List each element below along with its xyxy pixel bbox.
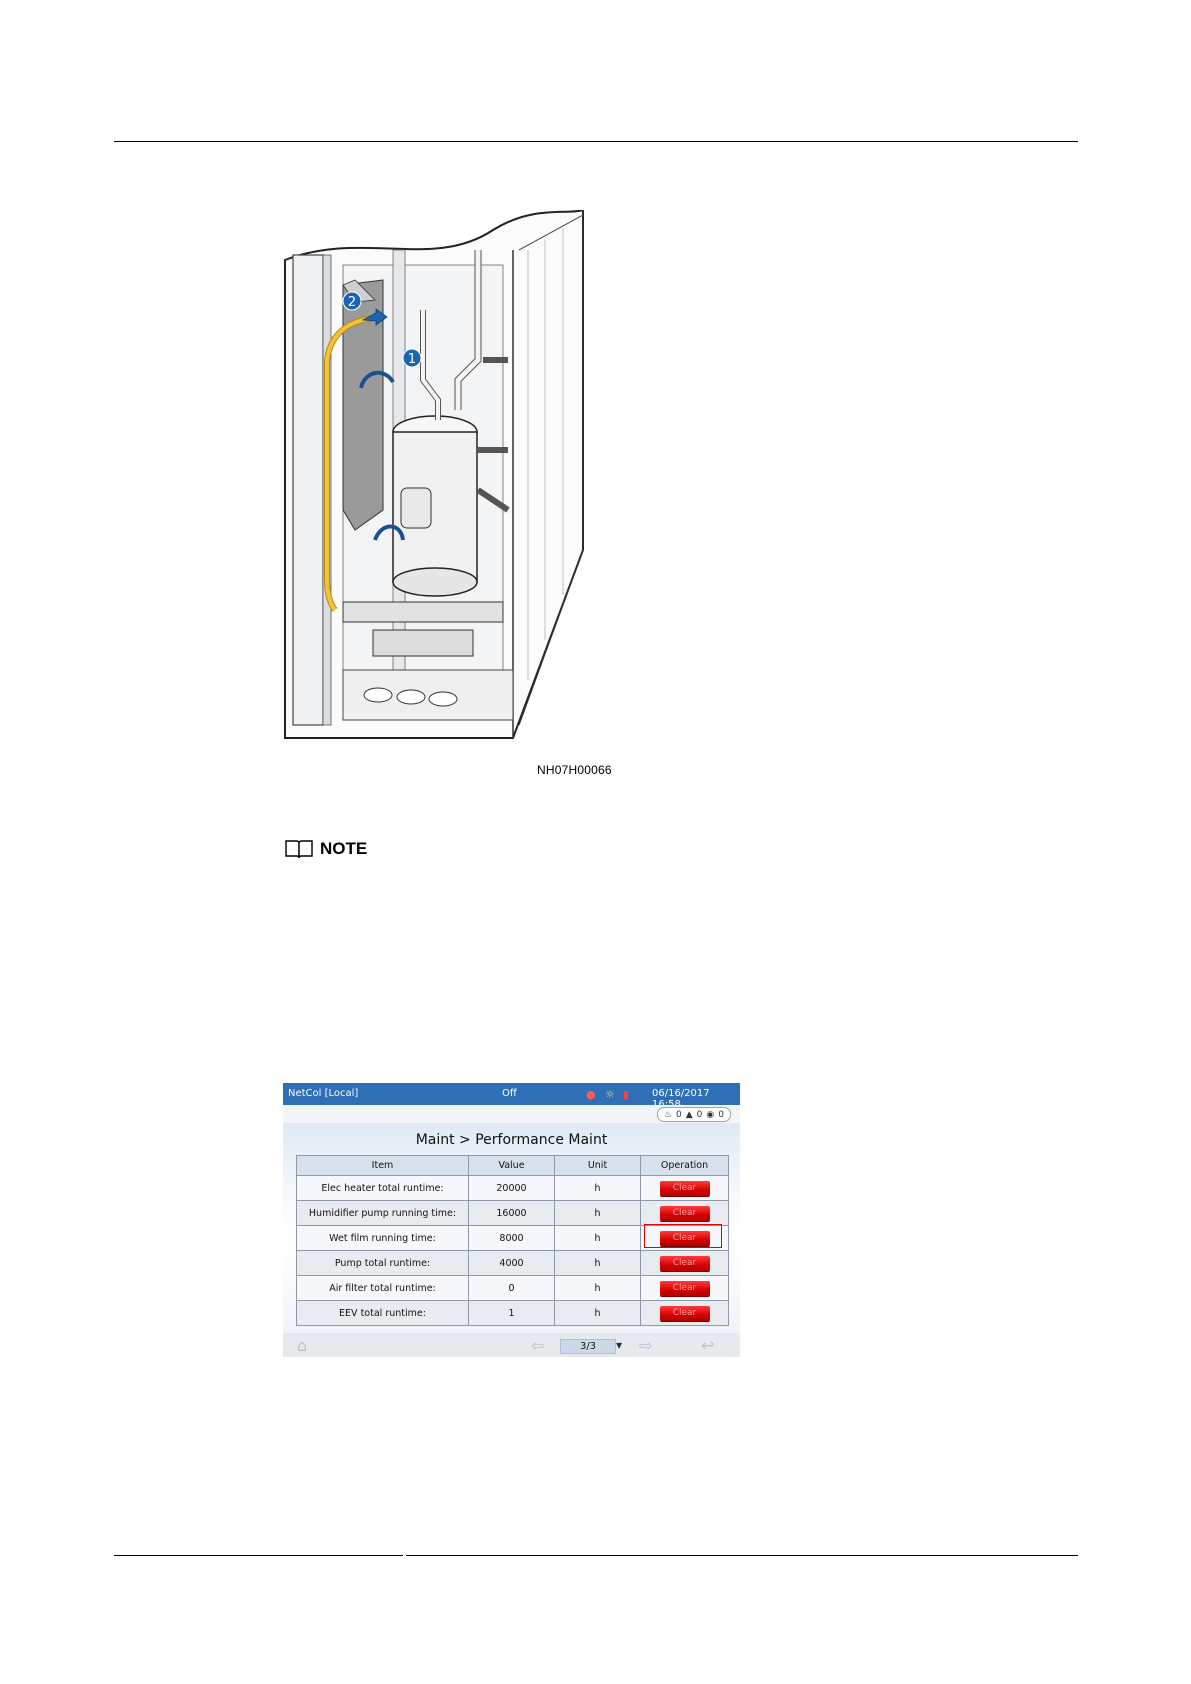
hmi-app-title: NetCol [Local] [288, 1088, 359, 1099]
clear-button[interactable]: Clear [660, 1206, 710, 1221]
page-indicator[interactable]: 3/3 [560, 1339, 616, 1354]
row-value: 1 [469, 1301, 555, 1326]
back-icon[interactable]: ↩ [701, 1336, 715, 1355]
table-row [297, 1176, 729, 1201]
row-unit: h [555, 1176, 641, 1201]
user-icon[interactable]: ● [586, 1088, 596, 1101]
alarm-summary[interactable] [657, 1107, 731, 1122]
clear-button[interactable]: Clear [660, 1181, 710, 1196]
alarm-count-critical: 0 [676, 1109, 682, 1120]
column-header-value: Value [469, 1156, 555, 1176]
alarm-bar [283, 1105, 740, 1123]
minor-alarm-icon: ◉ [706, 1109, 715, 1120]
hmi-datetime: 06/16/2017 [652, 1088, 710, 1099]
column-header-item: Item [297, 1156, 469, 1176]
hmi-screenshot [283, 1083, 740, 1357]
clear-button[interactable]: Clear [660, 1306, 710, 1321]
note-label: NOTE [320, 839, 368, 858]
bell-icon: ♨ [663, 1109, 673, 1120]
header-rule [114, 141, 1078, 142]
next-page-icon[interactable]: ⇨ [639, 1336, 653, 1355]
column-header-operation: Operation [641, 1156, 729, 1176]
row-item: Air filter total runtime: [297, 1276, 469, 1301]
row-value: 4000 [469, 1251, 555, 1276]
svg-text:1: 1 [407, 352, 417, 367]
hmi-top-bar [283, 1083, 740, 1105]
figure-code: NH07H00066 [537, 763, 612, 777]
column-header-unit: Unit [555, 1156, 641, 1176]
table-row [297, 1301, 729, 1326]
table-row [297, 1226, 729, 1251]
hmi-bottom-bar [283, 1333, 740, 1357]
callout-2 [343, 292, 361, 310]
row-unit: h [555, 1276, 641, 1301]
warning-icon: ▲ [685, 1109, 693, 1120]
row-value: 8000 [469, 1226, 555, 1251]
row-value: 16000 [469, 1201, 555, 1226]
performance-table [296, 1155, 729, 1326]
row-value: 0 [469, 1276, 555, 1301]
footer-rule-right [406, 1555, 1078, 1556]
row-item: Pump total runtime: [297, 1251, 469, 1276]
row-item: EEV total runtime: [297, 1301, 469, 1326]
footer-rule-left [114, 1555, 403, 1556]
row-item: Elec heater total runtime: [297, 1176, 469, 1201]
table-row [297, 1251, 729, 1276]
row-unit: h [555, 1201, 641, 1226]
prev-page-icon[interactable]: ⇦ [531, 1336, 545, 1355]
unit-illustration [283, 210, 614, 750]
note-heading [284, 839, 367, 859]
row-item: Humidifier pump running time: [297, 1201, 469, 1226]
row-item: Wet film running time: [297, 1226, 469, 1251]
alarm-count-major: 0 [696, 1109, 703, 1120]
row-value: 20000 [469, 1176, 555, 1201]
speaker-icon[interactable]: ▮ [623, 1088, 630, 1101]
table-row [297, 1201, 729, 1226]
hmi-status: Off [502, 1088, 517, 1099]
callout-1 [403, 349, 421, 367]
table-row [297, 1276, 729, 1301]
clear-button[interactable]: Clear [660, 1281, 710, 1296]
row-unit: h [555, 1226, 641, 1251]
book-icon [284, 839, 314, 859]
home-icon[interactable]: ⌂ [297, 1336, 308, 1355]
clear-button[interactable]: Clear [660, 1256, 710, 1271]
sun-icon: ☼ [605, 1088, 615, 1101]
row-unit: h [555, 1301, 641, 1326]
svg-text:2: 2 [347, 295, 357, 310]
row-unit: h [555, 1251, 641, 1276]
hmi-page-title: Maint > Performance Maint [415, 1132, 608, 1148]
clear-button[interactable]: Clear [660, 1231, 710, 1246]
chevron-down-icon[interactable]: ▼ [616, 1341, 623, 1350]
alarm-count-minor: 0 [718, 1109, 724, 1120]
